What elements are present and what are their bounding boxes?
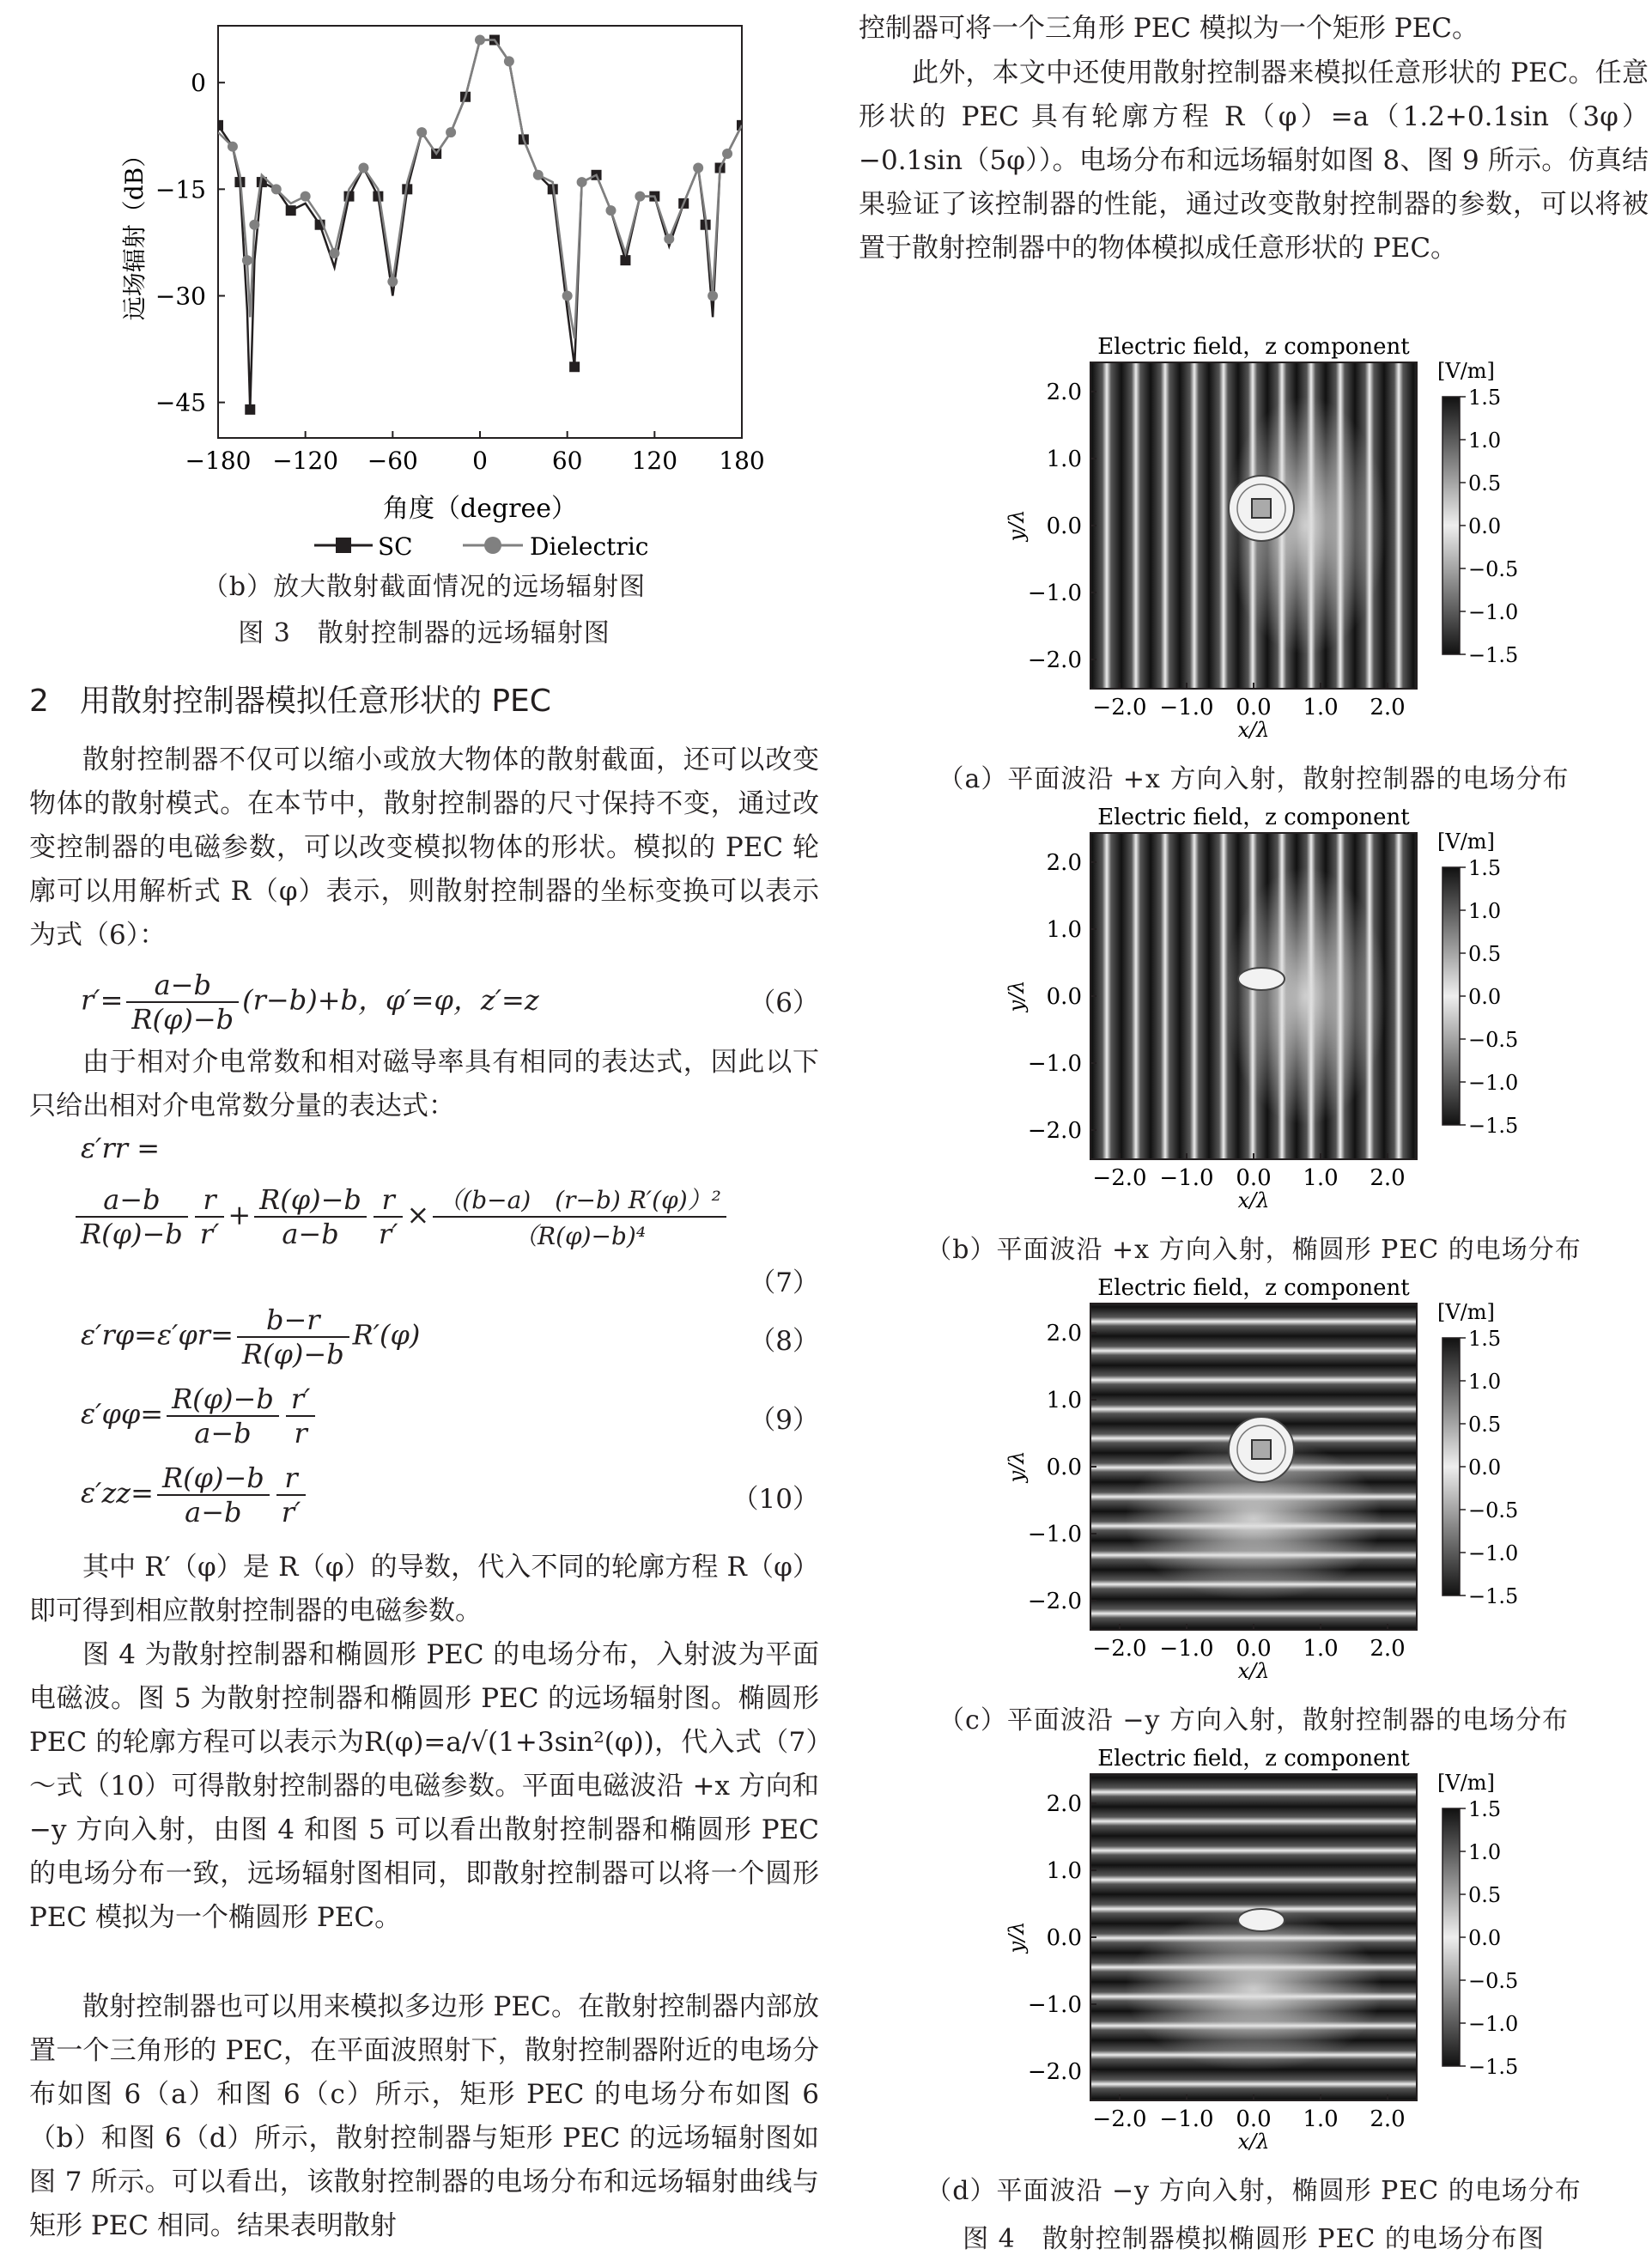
dielectric-point <box>249 220 259 230</box>
eq7-term4-den: r′ <box>378 1218 398 1250</box>
field-x-tick-label: −2.0 <box>1092 1636 1147 1662</box>
eq7-term2-num: r <box>195 1183 225 1218</box>
dielectric-point <box>562 290 573 301</box>
colorbar-tick-label: −1.5 <box>1468 2055 1519 2079</box>
colorbar-tick-label: −1.0 <box>1468 600 1519 624</box>
colorbar-tick-label: 1.0 <box>1468 428 1502 453</box>
sc-point <box>245 404 255 415</box>
chart-x-axis-label: 角度（degree） <box>382 494 578 524</box>
colorbar-tick-label: 0.5 <box>1468 942 1502 966</box>
eq7-term5-den: （R(φ)−b)⁴ <box>513 1222 647 1250</box>
dielectric-point <box>693 163 703 173</box>
figure4-subcaption-d: （d）平面波沿 −y 方向入射，椭圆形 PEC 的电场分布 <box>926 2176 1582 2206</box>
field-x-tick-label: 2.0 <box>1370 1165 1406 1191</box>
colorbar-tick-label: −1.0 <box>1468 1071 1519 1095</box>
eq10-number: （10） <box>732 1484 819 1515</box>
chart-x-tick-label: −60 <box>367 447 418 475</box>
equation-9 <box>81 1383 819 1451</box>
field-y-tick-label: 1.0 <box>1046 917 1082 943</box>
pec-square <box>1252 499 1271 518</box>
sc-point <box>737 120 747 131</box>
chart-x-tick-label: −120 <box>272 447 339 475</box>
eq10-numerator-2: r <box>276 1462 307 1496</box>
chart-y-tick-label: −30 <box>155 282 206 311</box>
sc-point <box>286 205 296 216</box>
field-y-tick-label: −2.0 <box>1027 647 1082 673</box>
eq10-lhs: ε′zz= <box>81 1476 154 1510</box>
paragraph-1: 散射控制器不仅可以缩小或放大物体的散射截面，还可以改变物体的散射模式。在本节中，散射控制器的尺寸保持不变，通过改变控制器的电磁参数，可以改变模拟物体的形状。模拟的 PEC 轮廓可以用解析式 R（φ）表示，则散射控制器的坐标变换可以表示为式（6）： <box>29 745 819 951</box>
equation-8 <box>81 1304 819 1372</box>
chart-y-tick-label: 0 <box>191 69 206 98</box>
field-x-axis-label: x/λ <box>1237 1188 1270 1211</box>
dielectric-point <box>271 184 282 194</box>
chart-y-tick-label: −45 <box>155 388 206 417</box>
figure4-subcaption-b: （b）平面波沿 +x 方向入射，椭圆形 PEC 的电场分布 <box>926 1235 1582 1265</box>
paragraph-5: 散射控制器也可以用来模拟多边形 PEC。在散射控制器内部放置一个三角形的 PEC，在平面波照射下，散射控制器附近的电场分布如图 6（a）和图 6（c）所示，矩形 PEC 的电场分布如图 6（b）和图 6（d）所示，散射控制器与矩形 PEC 的远场辐射图如图 7 所示。可以看出，该散射控制器的电场分布和远场辐射曲线与矩形 PEC 相同。结果表明散射 <box>29 1991 819 2241</box>
field-y-tick-label: −2.0 <box>1027 1118 1082 1144</box>
field-plot-title: Electric field，z component <box>1097 807 1410 830</box>
field-y-tick-label: −1.0 <box>1027 1522 1082 1547</box>
colorbar-tick-label: −1.5 <box>1468 1584 1519 1608</box>
right-paragraph-0: 控制器可将一个三角形 PEC 模拟为一个矩形 PEC。 <box>859 13 1479 44</box>
field-plot-title: Electric field，z component <box>1097 1278 1410 1301</box>
field-plot-title: Electric field，z component <box>1097 1748 1410 1772</box>
dielectric-point <box>475 35 485 46</box>
field-y-axis-label: y/λ <box>1005 1450 1029 1483</box>
field-y-tick-label: −2.0 <box>1027 2059 1082 2085</box>
dielectric-point <box>446 127 456 137</box>
dielectric-point <box>664 234 674 244</box>
eq7-term1-den: R(φ)−b <box>81 1218 183 1250</box>
dielectric-point <box>330 248 340 258</box>
colorbar-tick-label: 1.0 <box>1468 899 1502 923</box>
field-x-tick-label: −2.0 <box>1092 1165 1147 1191</box>
paragraph-2: 由于相对介电常数和相对磁导率具有相同的表达式，因此以下只给出相对介电常数分量的表达式： <box>29 1047 819 1121</box>
colorbar-tick-label: −0.5 <box>1468 1969 1519 1993</box>
field-plot-d <box>1005 1748 1520 2152</box>
field-y-tick-label: 0.0 <box>1046 984 1082 1010</box>
equation-10 <box>81 1462 819 1530</box>
field-y-tick-label: 0.0 <box>1046 1925 1082 1951</box>
chart-plot-area <box>218 26 742 438</box>
colorbar-unit-label: [V/m] <box>1437 1771 1495 1795</box>
eq9-number: （9） <box>749 1405 819 1436</box>
field-y-axis-label: y/λ <box>1005 509 1029 542</box>
figure4-subcaption-a: （a）平面波沿 +x 方向入射，散射控制器的电场分布 <box>938 764 1570 794</box>
series-line-dielectric <box>218 40 742 339</box>
colorbar-tick-label: 0.5 <box>1468 1883 1502 1907</box>
field-x-tick-label: −2.0 <box>1092 2106 1147 2132</box>
field-y-tick-label: 2.0 <box>1046 1791 1082 1817</box>
eq7-term4-num: r <box>374 1183 404 1218</box>
sc-point <box>569 362 580 372</box>
figure3-caption: 图 3 散射控制器的远场辐射图 <box>238 618 610 648</box>
legend-dielectric-marker <box>484 537 501 554</box>
dielectric-point <box>504 56 514 66</box>
eq8-numerator: b−r <box>237 1304 349 1338</box>
eq9-denominator: a−b <box>194 1417 252 1450</box>
field-y-tick-label: 0.0 <box>1046 514 1082 539</box>
field-y-tick-label: −1.0 <box>1027 1051 1082 1077</box>
dielectric-point <box>708 290 718 301</box>
field-x-tick-label: 0.0 <box>1236 695 1272 720</box>
chart-y-tick-label: −15 <box>155 175 206 204</box>
eq7-lhs: ε′rr = <box>81 1132 161 1164</box>
field-x-tick-label: 0.0 <box>1236 2106 1272 2132</box>
eq10-numerator: R(φ)−b <box>157 1462 270 1496</box>
colorbar-tick-label: 1.5 <box>1468 856 1502 880</box>
field-plot-c <box>1005 1278 1520 1681</box>
colorbar-tick-label: 1.0 <box>1468 1840 1502 1864</box>
field-y-tick-label: 2.0 <box>1046 850 1082 876</box>
field-y-tick-label: 2.0 <box>1046 1321 1082 1346</box>
far-field-chart <box>81 17 768 567</box>
colorbar-tick-label: 0.0 <box>1468 1926 1502 1950</box>
figure4-subcaption-c: （c）平面波沿 −y 方向入射，散射控制器的电场分布 <box>938 1705 1569 1735</box>
eq7-term1-num: a−b <box>76 1183 188 1218</box>
dielectric-point <box>242 255 252 265</box>
dielectric-point <box>358 163 368 173</box>
pec-square <box>1252 1440 1271 1459</box>
eq8-number: （8） <box>749 1326 819 1357</box>
dielectric-point <box>722 149 732 159</box>
field-x-tick-label: −1.0 <box>1159 695 1214 720</box>
field-y-tick-label: 1.0 <box>1046 1388 1082 1413</box>
chart-x-tick-label: 120 <box>631 447 678 475</box>
chart-x-tick-label: 0 <box>472 447 488 475</box>
chart-y-axis-label: 远场辐射（dB） <box>120 143 149 321</box>
colorbar-tick-label: −1.5 <box>1468 643 1519 667</box>
field-x-tick-label: −2.0 <box>1092 695 1147 720</box>
dielectric-point <box>387 277 398 287</box>
eq10-denominator-2: r′ <box>281 1496 301 1529</box>
field-x-tick-label: 1.0 <box>1303 695 1339 720</box>
colorbar-tick-label: −1.5 <box>1468 1114 1519 1138</box>
colorbar <box>1442 1338 1460 1595</box>
field-y-tick-label: 1.0 <box>1046 1858 1082 1884</box>
figure3-subcaption: （b）放大散射截面情况的远场辐射图 <box>202 572 647 602</box>
eq6-lhs: r′= <box>81 983 124 1017</box>
figure4-caption: 图 4 散射控制器模拟椭圆形 PEC 的电场分布图 <box>963 2224 1545 2254</box>
elliptical-pec <box>1238 1909 1285 1931</box>
eq6-denominator: R(φ)−b <box>131 1003 234 1036</box>
colorbar-tick-label: 0.5 <box>1468 1413 1502 1437</box>
colorbar-tick-label: −1.0 <box>1468 2012 1519 2036</box>
field-y-tick-label: 1.0 <box>1046 447 1082 472</box>
colorbar <box>1442 1808 1460 2066</box>
eq8-denominator: R(φ)−b <box>241 1338 344 1371</box>
right-paragraph-1: 此外，本文中还使用散射控制器来模拟任意形状的 PEC。任意形状的 PEC 具有轮廓方程 R（φ）=a（1.2+0.1sin（3φ）−0.1sin（5φ））。电场分布和远场辐射如图 8、图 9 所示。仿真结果验证了该控制器的性能，通过改变散射控制器的参数，可以将被置于散射控制器中的物体模拟成任意形状的 PEC。 <box>859 58 1649 264</box>
field-x-tick-label: 0.0 <box>1236 1636 1272 1662</box>
colorbar-tick-label: 1.0 <box>1468 1370 1502 1394</box>
eq6-number: （6） <box>749 988 819 1018</box>
field-y-tick-label: −2.0 <box>1027 1589 1082 1614</box>
colorbar-unit-label: [V/m] <box>1437 359 1495 383</box>
field-x-axis-label: x/λ <box>1237 718 1270 740</box>
chart-x-tick-label: 60 <box>551 447 583 475</box>
colorbar-unit-label: [V/m] <box>1437 1300 1495 1324</box>
field-x-axis-label: x/λ <box>1237 2130 1270 2152</box>
field-plot-a <box>1005 337 1520 740</box>
colorbar-unit-label: [V/m] <box>1437 830 1495 854</box>
dielectric-point <box>301 191 311 202</box>
colorbar-tick-label: 1.5 <box>1468 386 1502 410</box>
field-plot-b <box>1005 807 1520 1211</box>
eq7-term5-num: （(b−a) (r−b) R′(φ)）² <box>433 1182 726 1218</box>
sc-point <box>620 255 630 265</box>
dielectric-point <box>606 205 616 216</box>
legend-sc-label: SC <box>378 532 413 561</box>
paragraph-3: 其中 R′（φ）是 R（φ）的导数，代入不同的轮廓方程 R（φ）即可得到相应散射控制器的电磁参数。 <box>29 1552 819 1626</box>
legend-dielectric-label: Dielectric <box>530 532 649 561</box>
field-x-tick-label: −1.0 <box>1159 2106 1214 2132</box>
dielectric-point <box>577 177 587 187</box>
colorbar <box>1442 867 1460 1125</box>
colorbar-tick-label: 0.0 <box>1468 1456 1502 1480</box>
field-x-tick-label: 2.0 <box>1370 695 1406 720</box>
eq9-denominator-2: r <box>294 1417 307 1450</box>
colorbar-tick-label: −1.0 <box>1468 1541 1519 1565</box>
chart-x-tick-label: 180 <box>719 447 765 475</box>
equation-6 <box>81 962 819 1036</box>
field-x-tick-label: −1.0 <box>1159 1165 1214 1191</box>
field-y-tick-label: 0.0 <box>1046 1455 1082 1480</box>
colorbar-tick-label: 0.0 <box>1468 985 1502 1009</box>
colorbar-tick-label: 0.5 <box>1468 471 1502 495</box>
field-y-axis-label: y/λ <box>1005 1921 1029 1954</box>
colorbar-tick-label: −0.5 <box>1468 1498 1519 1522</box>
field-plot-title: Electric field，z component <box>1097 337 1410 360</box>
eq9-lhs: ε′φφ= <box>81 1397 164 1431</box>
field-x-tick-label: 1.0 <box>1303 2106 1339 2132</box>
eq7-number: （7） <box>749 1267 819 1298</box>
eq7-term2-den: r′ <box>199 1218 220 1250</box>
field-y-tick-label: 2.0 <box>1046 380 1082 405</box>
eq9-numerator-2: r′ <box>286 1383 316 1417</box>
colorbar-tick-label: −0.5 <box>1468 557 1519 581</box>
eq7-term3-den: a−b <box>282 1218 339 1250</box>
field-x-tick-label: 1.0 <box>1303 1636 1339 1662</box>
field-x-tick-label: −1.0 <box>1159 1636 1214 1662</box>
chart-x-tick-label: −180 <box>185 447 252 475</box>
eq10-denominator: a−b <box>185 1496 242 1529</box>
legend-sc-marker <box>336 538 351 553</box>
field-y-tick-label: −1.0 <box>1027 580 1082 606</box>
colorbar-tick-label: 1.5 <box>1468 1327 1502 1351</box>
eq7-term3-num: R(φ)−b <box>254 1183 367 1218</box>
eq6-numerator: a−b <box>126 969 239 1003</box>
colorbar <box>1442 397 1460 654</box>
dielectric-point <box>228 142 238 152</box>
field-x-tick-label: 2.0 <box>1370 1636 1406 1662</box>
field-x-axis-label: x/λ <box>1237 1659 1270 1681</box>
eq8-lhs: ε′rφ=ε′φr= <box>81 1318 234 1352</box>
chart-legend <box>314 532 648 561</box>
colorbar-tick-label: −0.5 <box>1468 1028 1519 1052</box>
paragraph-4: 图 4 为散射控制器和椭圆形 PEC 的电场分布，入射波为平面电磁波。图 5 为散射控制器和椭圆形 PEC 的远场辐射图。椭圆形 PEC 的轮廓方程可以表示为R(φ)=a/√(1+3sin²(φ))，代入式（7）～式（10）可得散射控制器的电磁参数。平面电磁波沿 +x 方向和 −y 方向入射，由图 4 和图 5 可以看出散射控制器和椭圆形 PEC 的电场分布一致，远场辐射图相同，即散射控制器可以将一个圆形 PEC 模拟为一个椭圆形 PEC。 <box>29 1639 819 1933</box>
eq8-rest: R′(φ) <box>352 1318 421 1352</box>
section-heading: 2 用散射控制器模拟任意形状的 PEC <box>29 684 551 719</box>
field-x-tick-label: 2.0 <box>1370 2106 1406 2132</box>
colorbar-tick-label: 0.0 <box>1468 514 1502 538</box>
eq6-rest: (r−b)+b，φ′=φ，z′=z <box>242 983 539 1017</box>
elliptical-pec <box>1238 968 1285 990</box>
dielectric-point <box>635 191 645 202</box>
dielectric-point <box>416 127 427 137</box>
equation-7: ε′rr = $\frac{a-b}{R(\varphi)-b}$ $\frac{r}{r'}$ + $\frac{R(\varphi)-b}{a-b}$ $\frac{r}{r'}$ × $\frac{\text{（(b−a) (r−b) R′(φ)）²}}{\text{（R(φ)−b)⁴}}$ （7） <box>81 1132 819 1321</box>
field-x-tick-label: 0.0 <box>1236 1165 1272 1191</box>
field-x-tick-label: 1.0 <box>1303 1165 1339 1191</box>
colorbar-tick-label: 1.5 <box>1468 1797 1502 1821</box>
field-y-tick-label: −1.0 <box>1027 1992 1082 2018</box>
dielectric-point <box>533 170 544 180</box>
sc-point <box>213 120 223 131</box>
eq9-numerator: R(φ)−b <box>167 1383 279 1417</box>
field-y-axis-label: y/λ <box>1005 980 1029 1012</box>
